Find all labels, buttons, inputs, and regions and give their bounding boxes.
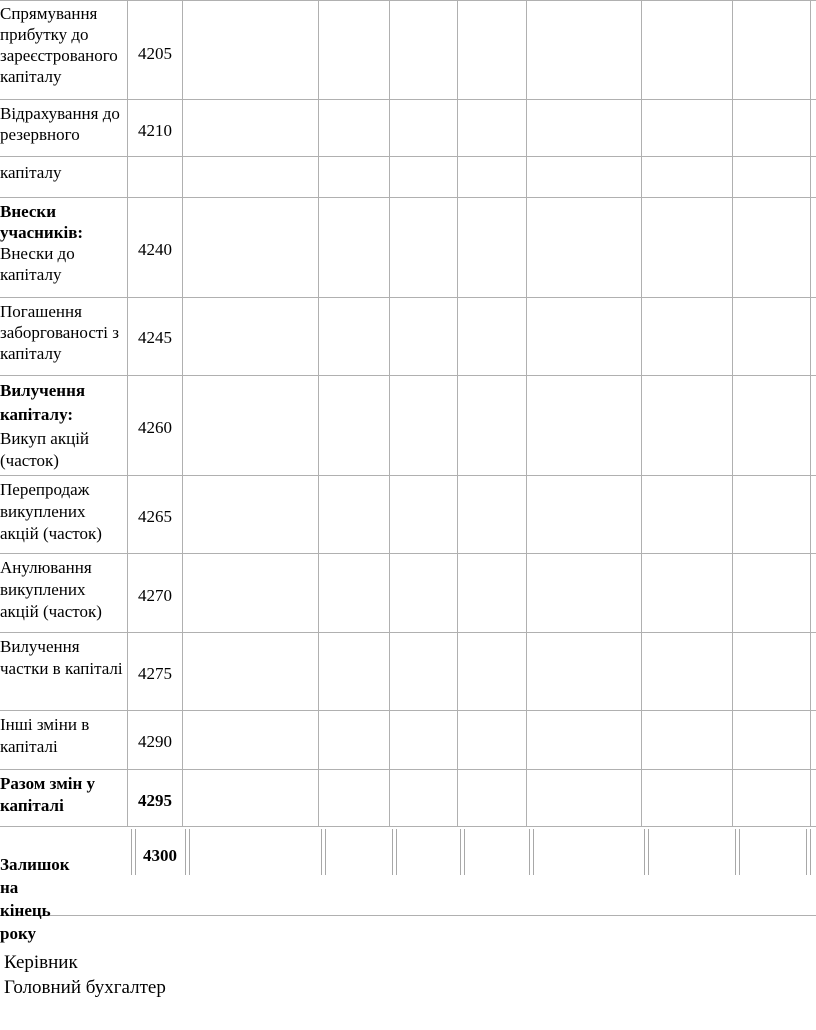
row-border — [0, 197, 816, 198]
row-border — [0, 826, 816, 827]
row-label: Внески до капіталу — [0, 244, 75, 284]
row-border — [0, 553, 816, 554]
row-code: 4275 — [138, 664, 172, 683]
row-label: Викуп акцій (часток) — [0, 429, 90, 470]
row-code: 4260 — [138, 418, 172, 437]
col-border-double — [806, 829, 811, 875]
col-border — [641, 0, 642, 826]
row-code: 4270 — [138, 586, 172, 605]
col-border — [732, 0, 733, 826]
col-border — [389, 0, 390, 826]
col-border-double — [529, 829, 534, 875]
row-border — [0, 475, 816, 476]
closing-balance-label: Залишок на кінець року — [0, 855, 70, 943]
row-code: 4245 — [138, 328, 172, 347]
manager-label: Керівник — [4, 952, 78, 973]
row-label: Вилучення частки в капіталі — [0, 637, 123, 678]
col-border-double — [392, 829, 397, 875]
row-label: Перепродаж викуплених акцій (часток) — [0, 480, 102, 543]
row-code: 4210 — [138, 121, 172, 140]
col-border-double — [131, 829, 136, 875]
col-border-double — [460, 829, 465, 875]
row-border — [0, 915, 816, 916]
col-border — [182, 0, 183, 826]
row-label: Спрямування прибутку до зареєстрованого капіталу — [0, 4, 118, 86]
row-code: 4205 — [138, 44, 172, 63]
row-label-bold: Разом змін у капіталі — [0, 774, 96, 815]
row-label-bold: Внески учасників: — [0, 202, 84, 242]
col-border — [127, 0, 128, 826]
row-border — [0, 710, 816, 711]
row-label: Анулювання викуплених акцій (часток) — [0, 558, 102, 621]
col-border — [318, 0, 319, 826]
row-code: 4295 — [138, 791, 172, 810]
col-border-double — [644, 829, 649, 875]
chief-accountant-label: Головний бухгалтер — [4, 977, 166, 998]
row-border — [0, 297, 816, 298]
col-border-double — [735, 829, 740, 875]
row-label: Інші зміни в капіталі — [0, 715, 90, 756]
row-code: 4240 — [138, 240, 172, 259]
row-border — [0, 632, 816, 633]
row-border — [0, 99, 816, 100]
col-border — [457, 0, 458, 826]
row-label-bold — [0, 830, 100, 968]
row-label-bold: Вилучення капіталу: — [0, 381, 86, 424]
col-border — [526, 0, 527, 826]
col-border — [810, 0, 811, 826]
col-border-double — [321, 829, 326, 875]
row-code: 4265 — [138, 507, 172, 526]
row-code: 4290 — [138, 732, 172, 751]
row-label: Погашення заборгованості з капіталу — [0, 302, 119, 363]
row-label: Відрахування до резервного — [0, 104, 120, 144]
row-label: капіталу — [0, 163, 62, 182]
row-border — [0, 0, 816, 1]
row-border — [0, 375, 816, 376]
col-border-double — [185, 829, 190, 875]
row-code: 4300 — [143, 846, 177, 865]
row-border — [0, 156, 816, 157]
row-border — [0, 769, 816, 770]
